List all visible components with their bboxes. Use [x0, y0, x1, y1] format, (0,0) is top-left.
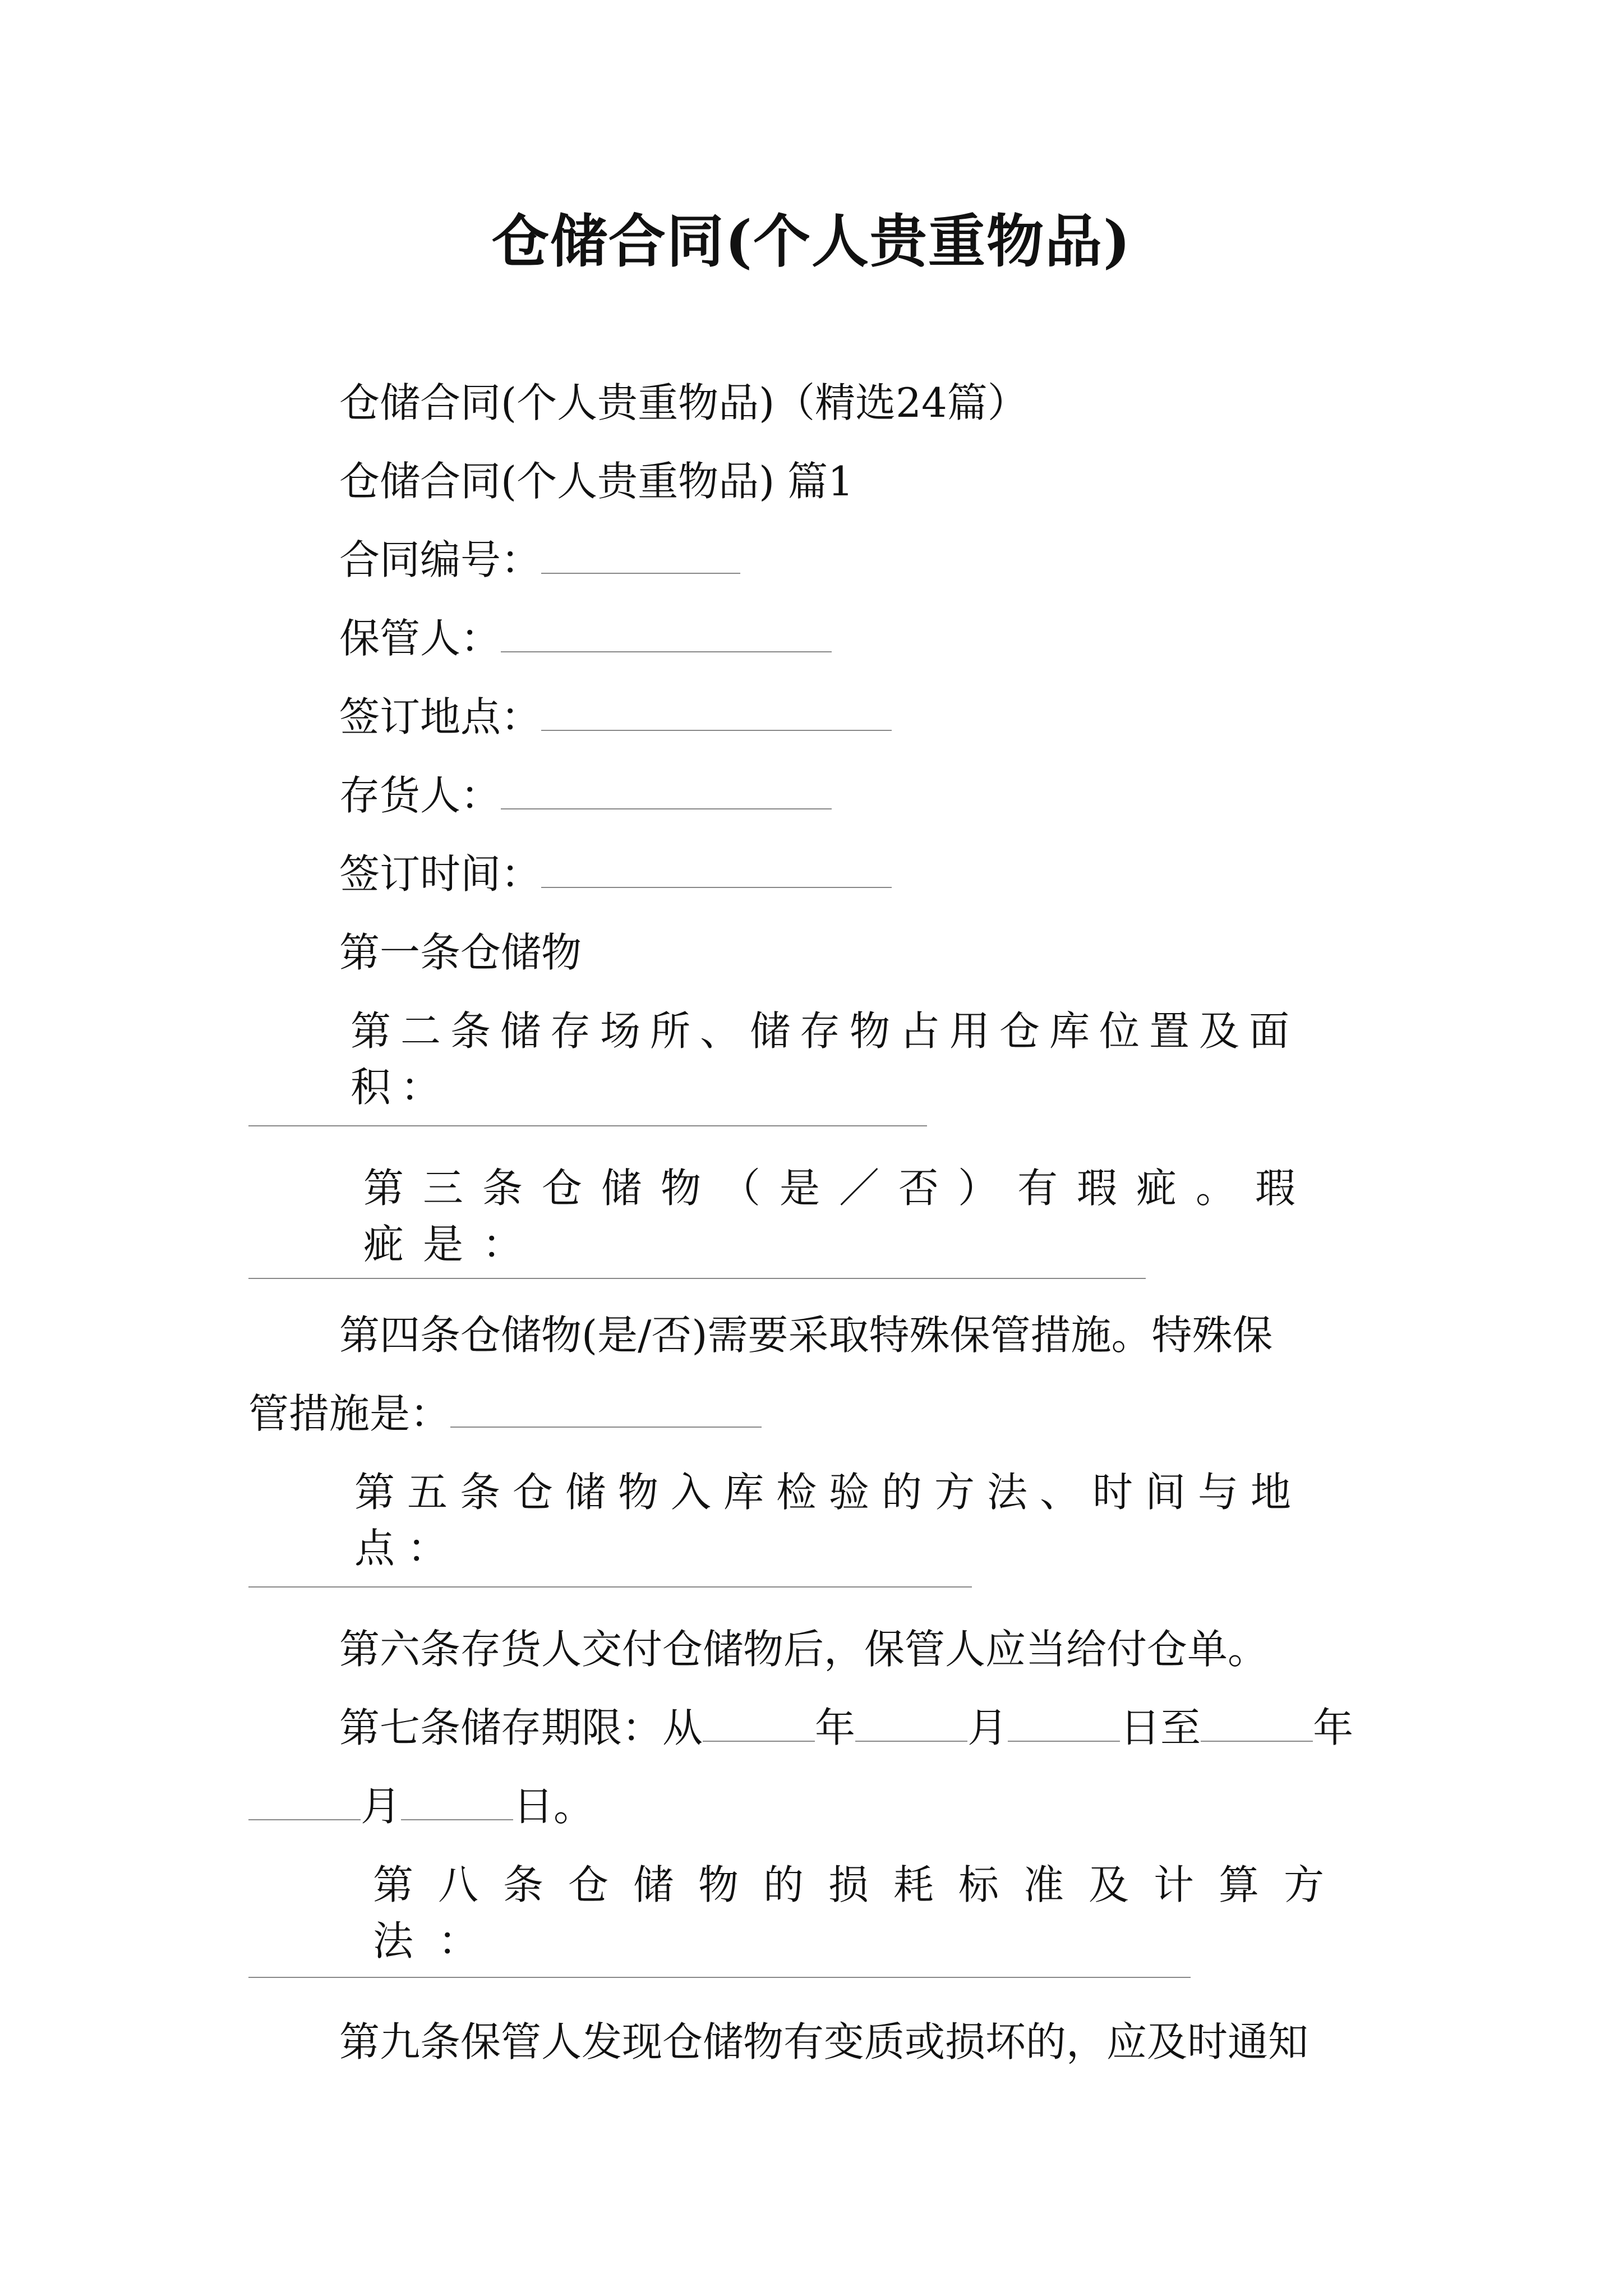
article-7-prefix: 第七条储存期限：从 [339, 1704, 703, 1751]
article-3 [363, 1160, 1372, 1272]
sign-time-label: 签订时间： [339, 850, 542, 898]
article-3-text: 第三条仓储物（是／否）有瑕疵。瑕疵是： [363, 1165, 1315, 1268]
contract-number-blank [541, 537, 740, 574]
depositor-label: 存货人： [339, 772, 501, 819]
article-7-end-month-blank [248, 1783, 361, 1820]
article-8-text: 第八条仓储物的损耗标准及计算方法： [373, 1861, 1349, 1964]
article-7-year-label: 年 [815, 1704, 856, 1751]
sign-time-field [339, 846, 892, 902]
sign-place-field [339, 689, 892, 745]
article-7-month2-label: 月 [361, 1783, 402, 1830]
custodian-field [339, 610, 832, 666]
article-7-year2-label: 年 [1313, 1704, 1354, 1751]
article-1: 第一条仓储物 [339, 929, 582, 976]
contract-number-field [339, 532, 740, 588]
article-4-line-1: 第四条仓储物(是/否)需要采取特殊保管措施。特殊保 [339, 1312, 1273, 1359]
custodian-label: 保管人： [339, 615, 501, 662]
article-7-start-day-blank [1008, 1705, 1120, 1742]
article-7-line-1 [339, 1700, 1353, 1756]
article-7-start-month-blank [855, 1705, 967, 1742]
article-5-blank-line [248, 1586, 972, 1588]
article-5 [354, 1464, 1372, 1576]
article-7-month-label: 月 [967, 1704, 1008, 1751]
article-2-text: 第二条储存场所、储存物占用仓库位置及面积： [351, 1007, 1299, 1111]
depositor-field [339, 767, 832, 823]
section-heading: 仓储合同(个人贵重物品) 篇1 [339, 458, 854, 505]
article-4-label: 管措施是： [248, 1390, 451, 1437]
article-9: 第九条保管人发现仓储物有变质或损坏的，应及时通知 [339, 2018, 1309, 2065]
article-7-day-to-label: 日至 [1120, 1704, 1201, 1751]
sign-place-blank [541, 694, 892, 731]
article-7-end-day-blank [401, 1783, 513, 1820]
article-5-text: 第五条仓储物入库检验的方法、时间与地点： [354, 1469, 1304, 1572]
article-7-day-end-label: 日。 [513, 1783, 594, 1830]
custodian-blank [501, 615, 832, 652]
article-7-start-year-blank [703, 1705, 815, 1742]
article-8-blank-line [248, 1977, 1191, 1978]
document-title: 仓储合同(个人贵重物品) [491, 208, 1132, 275]
article-2 [351, 1003, 1372, 1115]
article-4-line-2 [248, 1386, 762, 1442]
sign-time-blank [541, 851, 892, 888]
document-subtitle: 仓储合同(个人贵重物品)（精选24篇） [339, 379, 1028, 426]
article-8 [373, 1857, 1372, 1969]
article-2-blank-line [248, 1125, 927, 1126]
article-3-blank-line [248, 1278, 1146, 1279]
contract-number-label: 合同编号： [339, 536, 542, 583]
depositor-blank [501, 772, 832, 809]
article-6: 第六条存货人交付仓储物后，保管人应当给付仓单。 [339, 1626, 1269, 1673]
article-7-line-2 [248, 1778, 594, 1834]
article-4-blank [450, 1391, 762, 1428]
sign-place-label: 签订地点： [339, 693, 542, 740]
article-7-end-year-blank [1201, 1705, 1313, 1742]
